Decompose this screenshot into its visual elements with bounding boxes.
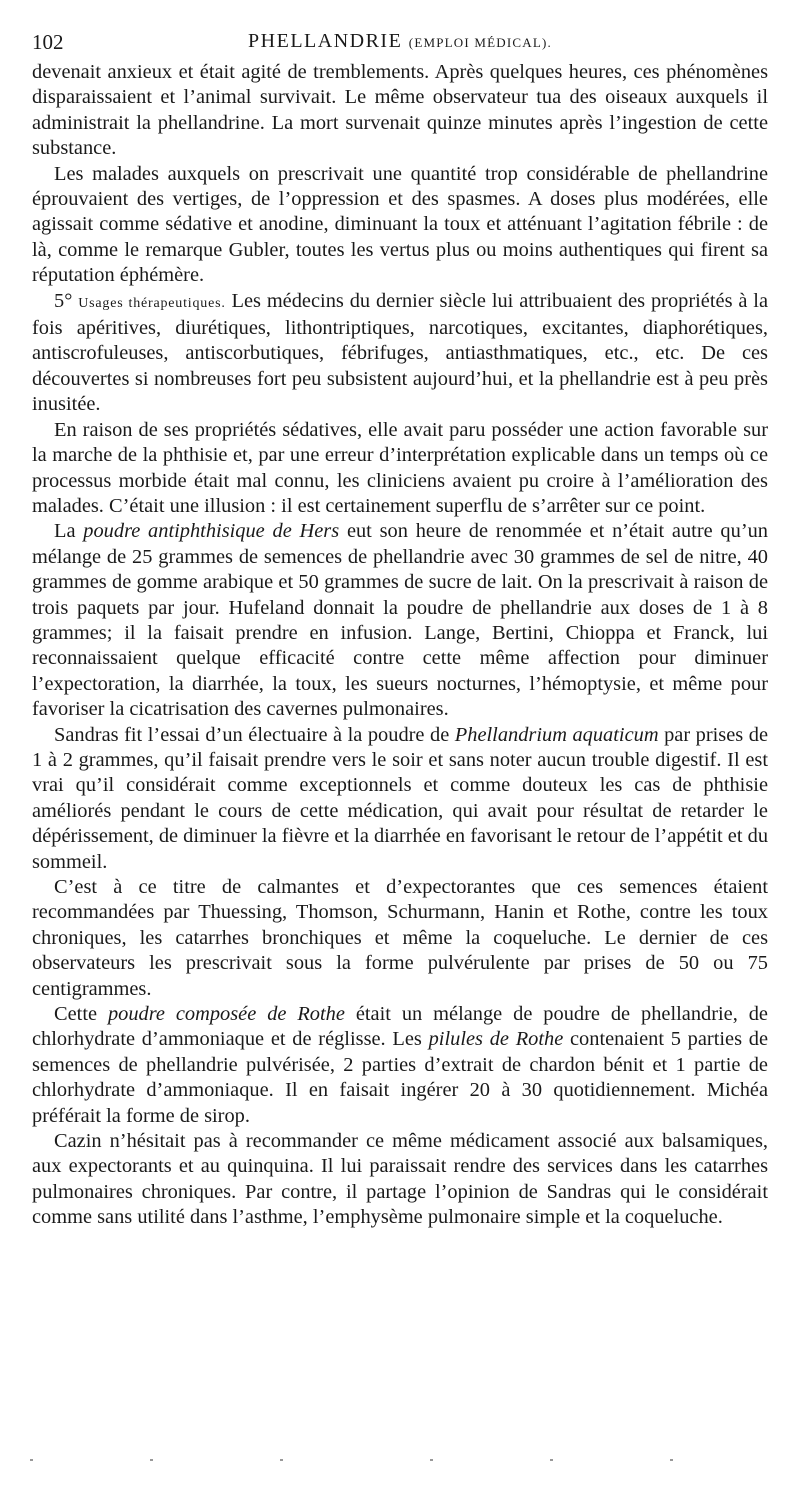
speck (670, 1459, 673, 1461)
text-segment: devenait anxieux et était agité de tremblements. Après quelques heures, ces phénomènes disparaissaient et l’animal survivait. Le même observateur tua des oiseaux auxquels il administrait la phellandrine. La mort survenait quinze minutes après l’ingestion de cette substance. (32, 61, 768, 160)
text-segment: C’est à ce titre de calmantes et d’expectorantes que ces semences étaient recommandées par Thuessing, Thomson, Schurmann, Hanin et Rothe, contre les toux chroniques, les catarrhes bronchiques et même la coqueluche. Le dernier de ces observateurs les prescrivait sous la forme pulvérulente par prises de 50 ou 75 centigrammes. (32, 876, 768, 1000)
speck (550, 1459, 553, 1461)
body-text (32, 60, 768, 1231)
italic-text: poudre composée de Rothe (107, 1003, 345, 1026)
speck (280, 1459, 283, 1461)
text-segment: Les médecins du dernier siècle lui attribuaient des propriétés à la fois apéritives, diurétiques, lithontriptiques, narcotiques, excitantes, diaphorétiques, antiscrofuleuses, antiscorbutiques, fébrifuges, antiasthmatiques, etc., etc. De ces découvertes si nombreuses fort peu subsistent aujourd’hui, et la phellandrie est à peu près inusitée. (32, 289, 768, 416)
running-title-main: PHELLANDRIE (248, 30, 403, 52)
speck (30, 1459, 33, 1461)
speck (150, 1459, 153, 1461)
document-page (32, 30, 768, 1231)
paragraph (32, 519, 768, 722)
text-segment: En raison de ses propriétés sédatives, elle avait paru posséder une action favorable sur la marche de la phthisie et, par une erreur d’interprétation explicable dans un temps où ce processus morbide était mal connu, les cliniciens avaient pu croire à l’amélioration des malades. C’était une illusion : il est certainement superflu de s’arrêter sur ce point. (32, 418, 768, 517)
running-title (32, 30, 768, 53)
paragraph (32, 418, 768, 520)
text-segment: eut son heure de renommée et n’était autre qu’un mélange de 25 grammes de semences de phellandrie avec 30 grammes de sel de nitre, 40 grammes de gomme arabique et 50 grammes de sucre de lait. On la prescrivait à raison de trois paquets par jour. Hufeland donnait la poudre de phellandrie aux doses de 1 à 8 grammes; il la faisait prendre en infusion. Lange, Bertini, Chioppa et Franck, lui reconnaissaient quelque efficacité contre cette même affection pour diminuer l’expectoration, la diarrhée, la toux, les sueurs nocturnes, l’hémoptysie, et même pour favoriser la cicatrisation des cavernes pulmonaires. (32, 520, 769, 721)
text-segment: contenaient 5 parties de semences de phellandrie pulvérisée, 2 parties d’extrait de chardon bénit et 1 partie de chlorhydrate d’ammoniaque. Il en faisait ingérer 20 à 30 quotidiennement. Michéa préférait la forme de sirop. (32, 1028, 769, 1127)
speck (430, 1459, 433, 1461)
paragraph (32, 162, 768, 289)
paragraph (32, 1129, 768, 1231)
text-segment: Cazin n’hésitait pas à recommander ce même médicament associé aux balsamiques, aux expectorants et au quinquina. Il lui paraissait rendre des services dans les catarrhes pulmonaires chroniques. Par contre, il partage l’opinion de Sandras qui le considérait comme sans utilité dans l’asthme, l’emphysème pulmonaire simple et la coqueluche. (32, 1130, 768, 1229)
paragraph (32, 60, 768, 162)
italic-text: pilules de Rothe (428, 1028, 564, 1051)
text-segment: Cette (54, 1003, 108, 1026)
page-number: 102 (32, 30, 64, 54)
text-segment: Sandras fit l’essai d’un électuaire à la poudre de (54, 723, 455, 746)
text-segment: par prises de 1 à 2 grammes, qu’il faisait prendre vers le soir et sans noter aucun trouble digestif. Il est vrai qu’il considérait comme exceptionnels et comme douteux les cas de phthisie améliorés pendant le cours de cette médication, qui avait pour résultat de retarder le dépérissement, de diminuer la fièvre et la diarrhée en favorisant le retour de l’appétit et du sommeil. (32, 723, 769, 873)
running-title-sub: (EMPLOI MÉDICAL). (408, 35, 552, 50)
paragraph (32, 723, 768, 875)
paragraph (32, 289, 768, 418)
paragraph (32, 1002, 768, 1129)
italic-text: Phellandrium aquaticum (454, 723, 659, 746)
italic-text: poudre antiphthisique de Hers (83, 520, 340, 543)
text-segment: La (54, 520, 84, 543)
text-segment: était un mélange de poudre de phellandrie, de chlorhydrate d’ammoniaque et de réglisse. Les (32, 1003, 768, 1051)
text-segment: 5° (54, 289, 79, 312)
page-bottom-specks (30, 1455, 770, 1465)
text-segment: Les malades auxquels on prescrivait une quantité trop considérable de phellandrine éprouvaient des vertiges, de l’oppression et des spasmes. A doses plus modérées, elle agissait comme sédative et anodine, diminuant la toux et atténuant l’agitation fébrile : de là, comme le remarque Gubler, toutes les vertus plus ou moins authentiques qui firent sa réputation éphémère. (32, 162, 768, 287)
running-head (32, 30, 768, 60)
paragraph (32, 875, 768, 1002)
section-heading: Usages thérapeutiques. (78, 295, 226, 311)
